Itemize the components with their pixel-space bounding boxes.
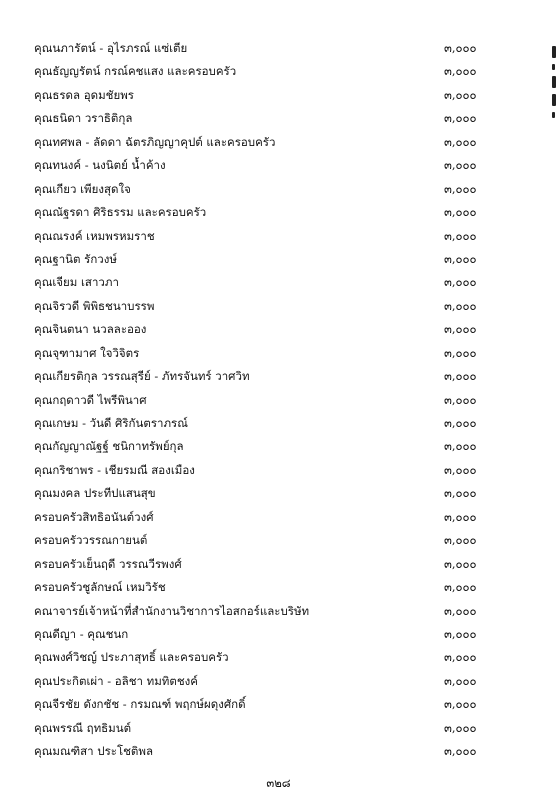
list-item [34,412,484,435]
list-item [34,342,484,365]
donation-amount: ๓,๐๐๐ [444,111,477,126]
donation-amount: ๓,๐๐๐ [444,64,477,79]
list-item [34,60,484,83]
list-item [34,178,484,201]
donation-amount: ๓,๐๐๐ [444,697,477,712]
list-item [34,529,484,552]
donation-amount: ๓,๐๐๐ [444,509,477,524]
donation-amount: ๓,๐๐๐ [444,158,477,173]
donor-name: คุณมณฑิสา ประโชติพล [34,744,154,759]
donor-name: คุณจุฑามาศ ใจวิจิตร [34,345,140,360]
donor-name: คุณนภารัตน์ - อุไรภรณ์ แซ่เตีย [34,41,188,55]
list-item [34,717,484,740]
list-item [34,459,484,482]
list-item [34,600,484,623]
list-item [34,506,484,529]
donor-name: คุณเจียม เสาวภา [34,275,119,290]
donation-amount: ๓,๐๐๐ [444,744,477,759]
list-item [34,154,484,177]
list-item [34,740,484,763]
donor-name: คุณทนงค์ - นงนิตย์ น้ำค้าง [34,158,166,173]
donation-amount: ๓,๐๐๐ [444,369,477,384]
donor-name: คุณกริชาพร - เชียรมณี สองเมือง [34,462,195,477]
list-item [34,553,484,576]
donor-name: คุณณัฐรดา ศิริธรรม และครอบครัว [34,205,207,220]
donor-name: คุณดีญา - คุณชนก [34,626,129,641]
donor-name: คุณจิรวดี พิพิธชนาบรรพ [34,298,155,313]
donor-name: ครอบครัวเย็นฤดี วรรณวีรพงศ์ [34,556,182,571]
list-item [34,84,484,107]
list-item [34,482,484,505]
donor-name: คุณจีรชัย ดังกชัช - กรมณฑ์ พฤกษ์ผดุงศักดิ์ [34,697,246,712]
donation-amount: ๓,๐๐๐ [444,603,477,618]
donor-name: คุณธรดล อุดมชัยพร [34,87,134,102]
donor-list [34,37,484,764]
donation-amount: ๓,๐๐๐ [444,87,477,102]
donor-name: คุณประกิตเผ่า - อลิชา ทมทิตชงค์ [34,673,198,688]
donation-amount: ๓,๐๐๐ [444,41,477,55]
donor-name: คุณเกียว เพียงสุดใจ [34,181,131,196]
list-item [34,365,484,388]
donation-amount: ๓,๐๐๐ [444,275,477,290]
list-item [34,693,484,716]
donor-name: คุณธนิดา วราธิติกุล [34,111,133,126]
donation-amount: ๓,๐๐๐ [444,298,477,313]
donor-name: ครอบครัววรรณกายนต์ [34,533,148,548]
donation-amount: ๓,๐๐๐ [444,580,477,595]
list-item [34,318,484,341]
donation-amount: ๓,๐๐๐ [444,205,477,220]
list-item [34,37,484,60]
list-item [34,201,484,224]
donor-name: คณาจารย์เจ้าหน้าที่สำนักงานวิชาการไอสกอร์และบริษัท [34,603,310,618]
donor-name: คุณณรงค์ เหมพรหมราช [34,228,155,243]
donor-name: คุณฐานิต รักวงษ์ [34,251,117,266]
donation-amount: ๓,๐๐๐ [444,462,477,477]
donation-amount: ๓,๐๐๐ [444,416,477,430]
donor-name: ครอบครัวสิทธิอนันต์วงศ์ [34,509,154,524]
donation-amount: ๓,๐๐๐ [444,626,477,641]
donation-amount: ๓,๐๐๐ [444,251,477,266]
donation-amount: ๓,๐๐๐ [444,486,477,501]
donation-amount: ๓,๐๐๐ [444,134,477,149]
list-item [34,576,484,599]
donor-name: คุณเกียรติกุล วรรณสุรีย์ - ภัทรจันทร์ วาศวิท [34,369,250,384]
donor-name: คุณทศพล - ลัดดา ฉัตรภิญญาคุปต์ และครอบครัว [34,134,276,149]
donation-amount: ๓,๐๐๐ [444,439,477,454]
donation-amount: ๓,๐๐๐ [444,533,477,548]
donation-amount: ๓,๐๐๐ [444,556,477,571]
list-item [34,271,484,294]
donation-amount: ๓,๐๐๐ [444,345,477,360]
list-item [34,248,484,271]
donor-name: คุณพรรณี ฤทธิมนต์ [34,720,132,735]
donor-name: คุณกัญญาณัฐฐ์ ชนิกาทรัพย์กุล [34,439,184,454]
donor-name: คุณมงคล ประทีปแสนสุข [34,486,156,501]
list-item [34,389,484,412]
donation-amount: ๓,๐๐๐ [444,392,477,407]
list-item [34,646,484,669]
donation-amount: ๓,๐๐๐ [444,181,477,196]
edge-scan-marks [549,40,557,130]
donation-amount: ๓,๐๐๐ [444,720,477,735]
donor-name: คุณพงศ์วิชญ์ ประภาสุทธิ์ และครอบครัว [34,650,229,665]
donation-amount: ๓,๐๐๐ [444,228,477,243]
donation-amount: ๓,๐๐๐ [444,650,477,665]
donation-amount: ๓,๐๐๐ [444,673,477,688]
donor-name: ครอบครัวชูลักษณ์ เหมวิรัช [34,580,166,595]
donor-name: คุณจินตนา นวลละออง [34,322,147,337]
list-item [34,131,484,154]
donation-amount: ๓,๐๐๐ [444,322,477,337]
donor-name: คุณกฤดาวดี ไพรีพินาศ [34,392,147,407]
list-item [34,670,484,693]
donor-name: คุณเกษม - วันดี ศิริกันตราภรณ์ [34,416,188,430]
donor-name: คุณธัญญรัตน์ กรณ์คชแสง และครอบครัว [34,64,237,79]
list-item [34,107,484,130]
list-item [34,295,484,318]
list-item [34,225,484,248]
list-item [34,623,484,646]
list-item [34,435,484,458]
page-number: ๓๒๘ [266,776,291,790]
